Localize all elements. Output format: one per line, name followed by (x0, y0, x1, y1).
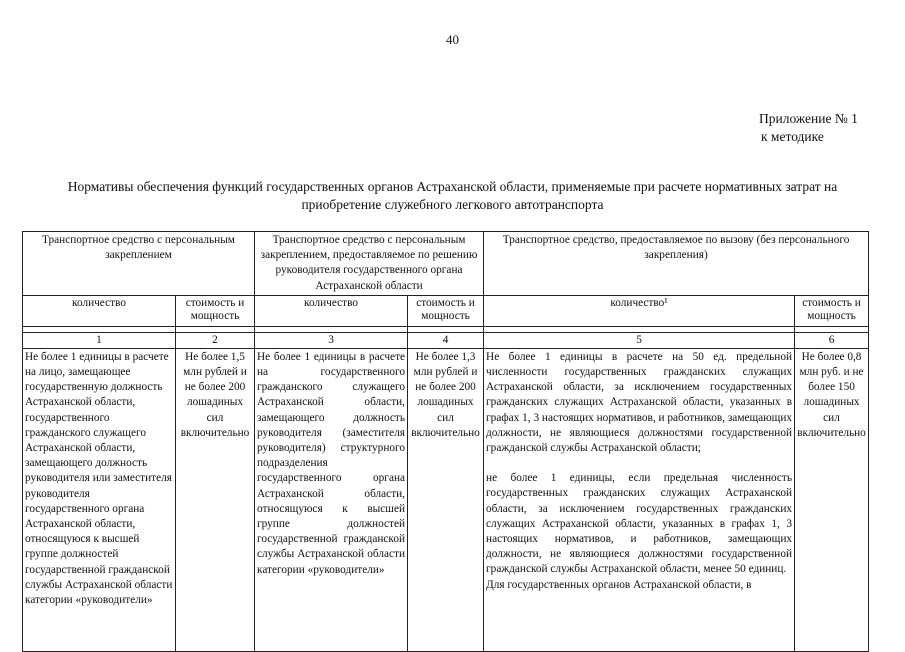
on-call-paragraph-3: Для государственных органов Астраханской области, в (486, 578, 752, 591)
cell-personal-cost-power: Не более 1,5 млн рублей и не более 200 лошадиных сил включительно (176, 348, 255, 651)
cell-on-call-quantity (484, 348, 795, 651)
on-call-paragraph-1: Не более 1 единицы в расчете на 50 ед. предельной численности государственных гражданских служащих Астраханской области, за исключением государственных гражданских служащих Астраханской области, указанных в графах 1, 3 настоящих нормативов, и работников, замещающих должности, не являющиеся должностями государственной гражданской службы Астраханской области; (486, 350, 793, 455)
column-number-1: 1 (23, 332, 176, 348)
group-header-personal-by-decision: Транспортное средство с персональным закреплением, предоставляемое по решению руководителя государственного органа Астраханской области (255, 232, 484, 296)
column-number-4: 4 (408, 332, 484, 348)
subheader-quantity-2: количество (255, 295, 408, 326)
subheader-cost-power-2: стоимость и мощность (408, 295, 484, 326)
cell-by-decision-cost-power: Не более 1,3 млн рублей и не более 200 лошадиных сил включительно (408, 348, 484, 651)
document-heading: Нормативы обеспечения функций государственных органов Астраханской области, применяемые при расчете нормативных затрат на приобретение служебного легкового автотранспорта (67, 179, 838, 212)
page-number: 40 (446, 32, 459, 47)
cell-personal-quantity: Не более 1 единицы в расчете на лицо, замещающее государственную должность Астраханской области, государственного гражданского служащего Астраханской области, замещающего должность руководителя или заместителя руководителя государственного органа Астраханской области, относящуюся к высшей группе должностей государственной гражданской службы Астраханской области категории «руководители» (23, 348, 176, 651)
column-number-6: 6 (795, 332, 869, 348)
column-number-3: 3 (255, 332, 408, 348)
subheader-quantity-1: количество (23, 295, 176, 326)
subheader-quantity-3: количество¹ (484, 295, 795, 326)
on-call-paragraph-2: не более 1 единицы, если предельная численность государственных гражданских служащих Астраханской области, за исключением государственных гражданских служащих Астраханской области, указанных в графах 1, 3 настоящих нормативов, и работников, замещающих должности, не являющиеся должностями государственной гражданской службы Астраханской области, менее 50 единиц. (486, 472, 793, 576)
norms-table (22, 231, 869, 652)
cell-by-decision-quantity: Не более 1 единицы в расчете на государственного гражданского служащего Астраханской области, замещающего должность руководителя (заместителя руководителя) структурного подразделения государственного органа Астраханской области, относящуюся к высшей группе должностей государственной гражданской службы Астраханской области категории «руководители» (255, 348, 408, 651)
group-header-on-call: Транспортное средство, предоставляемое по вызову (без персонального закрепления) (484, 232, 869, 296)
appendix-line-1: Приложение № 1 (759, 111, 858, 126)
cell-on-call-cost-power: Не более 0,8 млн руб. и не более 150 лошадиных сил включительно (795, 348, 869, 651)
appendix-line-2: к методике (761, 129, 824, 144)
subheader-cost-power-1: стоимость и мощность (176, 295, 255, 326)
group-header-personal: Транспортное средство с персональным закреплением (23, 232, 255, 296)
column-number-2: 2 (176, 332, 255, 348)
appendix-label (759, 110, 858, 146)
subheader-cost-power-3: стоимость и мощность (795, 295, 869, 326)
column-number-5: 5 (484, 332, 795, 348)
